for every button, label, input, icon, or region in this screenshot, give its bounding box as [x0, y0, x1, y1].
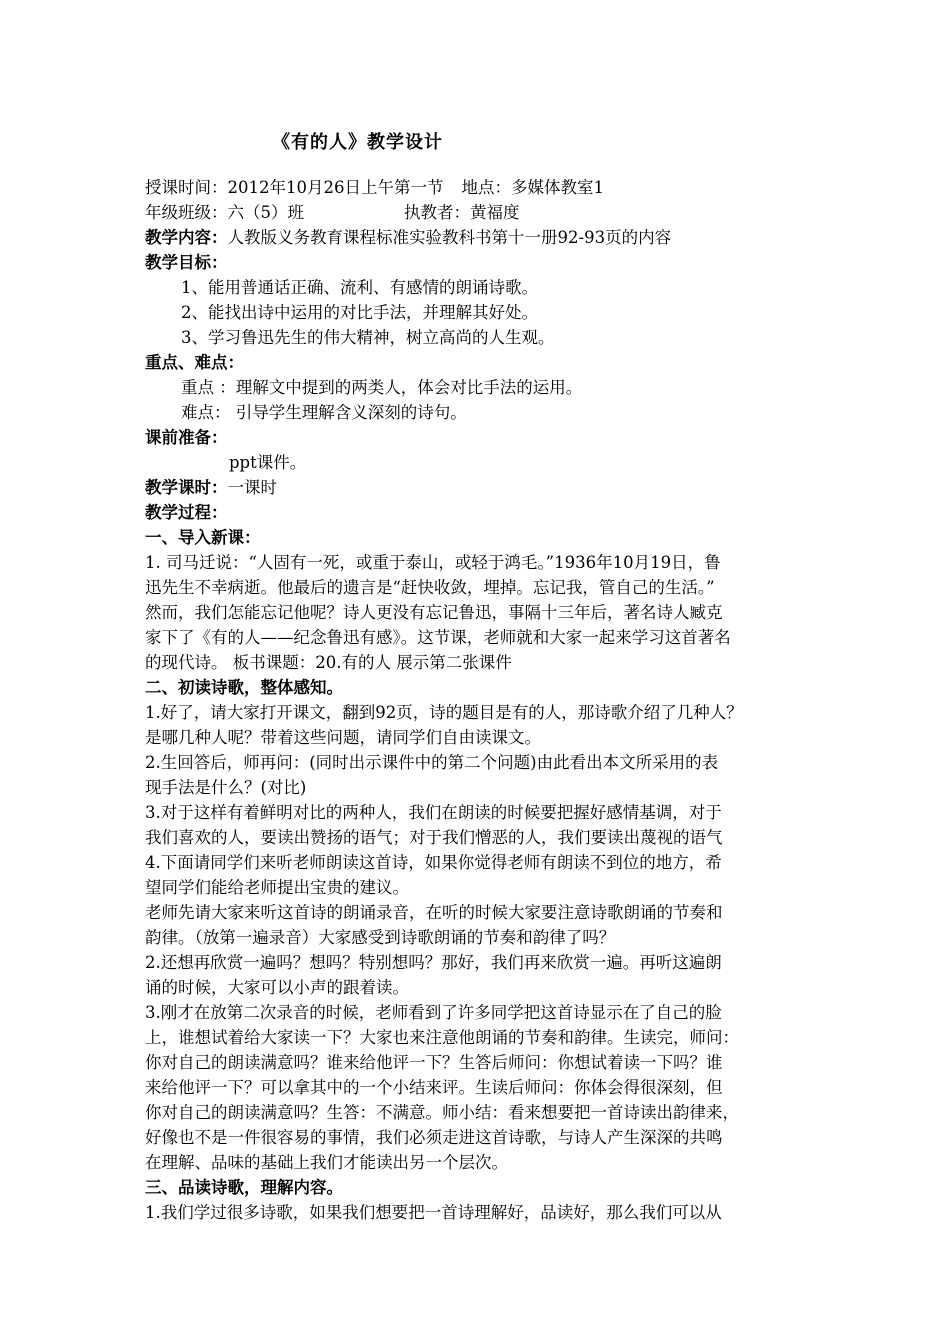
paragraph-line: 望同学们能给老师提出宝贵的建议。 — [145, 878, 409, 897]
goal-item: 2、能找出诗中运用的对比手法，并理解其好处。 — [181, 303, 538, 322]
goal-item: 3、学习鲁迅先生的伟大精神，树立高尚的人生观。 — [181, 328, 555, 347]
class-place: 地点：多媒体教室1 — [461, 178, 604, 197]
paragraph-line: 1.好了，请大家打开课文，翻到92页，诗的题目是有的人，那诗歌介绍了几种人？ — [145, 703, 743, 722]
section-heading: 二、初读诗歌，整体感知。 — [145, 678, 343, 697]
paragraph-line: 诵的时候，大家可以小声的跟着读。 — [145, 978, 409, 997]
prep-heading: 课前准备： — [145, 428, 228, 447]
class-grade: 年级班级：六（5）班 — [145, 203, 304, 222]
class-time: 授课时间：2012年10月26日上午第一节 — [145, 178, 444, 197]
teaching-content-line — [145, 225, 810, 250]
paragraph-line: 4.下面请同学们来听老师朗读这首诗，如果你觉得老师有朗读不到位的地方，希 — [145, 853, 722, 872]
key-point-item: 重点 ：理解文中提到的两类人，体会对比手法的运用。 — [181, 378, 583, 397]
key-point-item: 难点： 引导学生理解含义深刻的诗句。 — [181, 403, 467, 422]
teaching-hours-label: 教学课时： — [145, 478, 228, 497]
prep-text: ppt课件。 — [229, 453, 307, 472]
key-points-heading: 重点、难点： — [145, 353, 244, 372]
paragraph-line: 上，谁想试着给大家读一下？大家也来注意他朗诵的节奏和韵律。生读完，师问： — [145, 1028, 739, 1047]
section-heading: 一、导入新课： — [145, 528, 261, 547]
paragraph-line: 的现代诗。 板书课题：20.有的人 展示第二张课件 — [145, 653, 512, 672]
paragraph-line: 3.刚才在放第二次录音的时候，老师看到了许多同学把这首诗显示在了自己的脸 — [145, 1003, 722, 1022]
teaching-hours-line — [145, 475, 810, 500]
paragraph-line: 好像也不是一件很容易的事情，我们必须走进这首诗歌，与诗人产生深深的共鸣 — [145, 1128, 723, 1147]
paragraph-line: 来给他评一下？可以拿其中的一个小结来评。生读后师问：你体会得很深刻，但 — [145, 1078, 723, 1097]
teaching-content-label: 教学内容： — [145, 228, 228, 247]
paragraph-line: 2.还想再欣赏一遍吗？想吗？特别想吗？那好，我们再来欣赏一遍。再听这遍朗 — [145, 953, 722, 972]
document-title: 《有的人》教学设计 — [272, 132, 443, 153]
class-teacher: 执教者：黄福度 — [404, 203, 520, 222]
paragraph-line: 是哪几种人呢？带着这些问题，请同学们自由读课文。 — [145, 728, 541, 747]
section-heading: 三、品读诗歌，理解内容。 — [145, 1178, 343, 1197]
paragraph-line: 老师先请大家来听这首诗的朗诵录音，在听的时候大家要注意诗歌朗诵的节奏和 — [145, 903, 723, 922]
paragraph-line: 在理解、品味的基础上我们才能读出另一个层次。 — [145, 1153, 508, 1172]
paragraph-line: 1. 司马迁说：“人固有一死，或重于泰山，或轻于鸿毛。”1936年10月19日，鲁 — [145, 553, 721, 572]
info-line-grade-teacher — [145, 200, 810, 225]
paragraph-line: 现手法是什么？(对比) — [145, 778, 307, 797]
teaching-content-text: 人教版义务教育课程标准实验教科书第十一册92-93页的内容 — [227, 228, 672, 247]
paragraph-line: 2.生回答后，师再问：(同时出示课件中的第二个问题)由此看出本文所采用的表 — [145, 753, 719, 772]
info-line-time-place — [145, 175, 810, 200]
paragraph-line: 我们喜欢的人，要读出赞扬的语气；对于我们憎恶的人，我们要读出蔑视的语气 — [145, 828, 723, 847]
paragraph-line: 3.对于这样有着鲜明对比的两种人，我们在朗读的时候要把握好感情基调，对于 — [145, 803, 722, 822]
teaching-hours-text: 一课时 — [227, 478, 277, 497]
process-heading: 教学过程： — [145, 503, 228, 522]
goals-heading: 教学目标： — [145, 253, 228, 272]
paragraph-line: 迅先生不幸病逝。他最后的遗言是“赶快收敛，埋掉。忘记我，管自己的生活。” — [145, 578, 715, 597]
paragraph-line: 你对自己的朗读满意吗？生答：不满意。师小结：看来想要把一首诗读出韵律来， — [145, 1103, 739, 1122]
goal-item: 1、能用普通话正确、流利、有感情的朗诵诗歌。 — [181, 278, 538, 297]
paragraph-line: 然而，我们怎能忘记他呢？诗人更没有忘记鲁迅，事隔十三年后，著名诗人臧克 — [145, 603, 723, 622]
paragraph-line: 家下了《有的人——纪念鲁迅有感》。这节课，老师就和大家一起来学习这首著名 — [145, 628, 731, 647]
paragraph-line: 你对自己的朗读满意吗？谁来给他评一下？生答后师问：你想试着读一下吗？谁 — [145, 1053, 723, 1072]
paragraph-line: 韵律。（放第一遍录音）大家感受到诗歌朗诵的节奏和韵律了吗？ — [145, 928, 616, 947]
paragraph-line: 1.我们学过很多诗歌，如果我们想要把一首诗理解好，品读好，那么我们可以从 — [145, 1203, 722, 1222]
document-body — [145, 175, 810, 1225]
